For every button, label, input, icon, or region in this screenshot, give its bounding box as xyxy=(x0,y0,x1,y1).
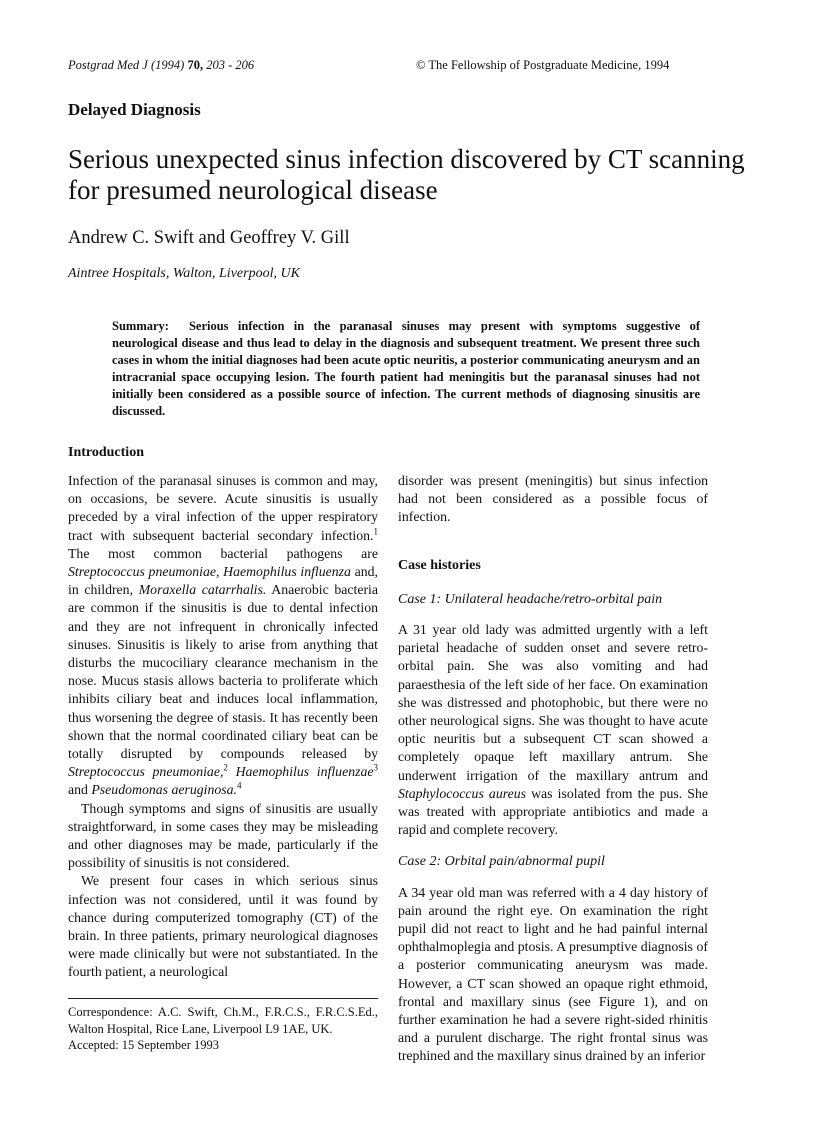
ref-2[interactable]: 2 xyxy=(223,762,228,773)
journal-pages: 203 - 206 xyxy=(206,58,255,72)
running-header-copyright: © The Fellowship of Postgraduate Medicine, 1994 xyxy=(416,58,670,72)
left-column xyxy=(68,445,378,982)
italic-run: Haemophilus influenzae xyxy=(235,764,374,780)
case-1-title: Case 1: Unilateral headache/retro-orbital pain xyxy=(398,591,663,607)
italic-run: Moraxella catarrhalis. xyxy=(138,582,267,598)
summary xyxy=(112,318,700,420)
running-header-citation xyxy=(68,58,254,73)
intro-paragraph-3-continued: disorder was present (meningitis) but sinus infection had not been considered as a possible focus of infection. xyxy=(398,473,708,525)
italic-run: Streptococcus pneumoniae, Haemophilus influenza xyxy=(68,564,351,580)
text-run: A 31 year old lady was admitted urgently with a left parietal headache of sudden onset and severe retro-orbital pain. She was also vomiting and had paraesthesia of the left side of her face. On examination she was distressed and photophobic, but there were no other neurological signs. She was thought to have acute optic neuritis but a subsequent CT scan showed a completely opaque left maxillary antrum. She underwent irrigation of the maxillary antrum and xyxy=(398,622,708,783)
italic-run: Streptococcus pneumoniae, xyxy=(68,764,224,780)
intro-paragraph-2: Though symptoms and signs of sinusitis are usually straightforward, in some cases they may be misleading and other diagnoses may be made, particularly if the possibility of sinusitis is not considered. xyxy=(68,800,378,871)
authors: Andrew C. Swift and Geoffrey V. Gill xyxy=(68,228,350,248)
case-2-text: A 34 year old man was referred with a 4 day history of pain around the right eye. On examination the right pupil did not react to light and he had painful internal ophthalmoplegia and ptosis. A presumptive diagnosis of a posterior communicating aneurysm was made. However, a CT scan showed an opaque right ethmoid, frontal and maxillary sinus (see Figure 1), and on further examination he had a severe right-sided rhinitis and a purulent discharge. The right frontal sinus was trephined and the maxillary sinus drained by an inferior xyxy=(398,884,708,1064)
summary-label: Summary: xyxy=(112,319,169,333)
journal-year: (1994) xyxy=(150,58,185,72)
journal-volume: 70, xyxy=(187,58,204,72)
right-column xyxy=(398,472,708,1066)
text-run: was isolated from the pus. She was treated with appropriate antibiotics and made a rapid and complete recovery. xyxy=(398,785,708,838)
text-run: Anaerobic bacteria are common if the sinusitis is due to dental infection and they are not infrequent in chronically infected sinuses. Sinusitis is likely to arise from anything that disturbs the mucociliary clearance mechanism in the nose. Mucus stasis allows bacteria to proliferate which inhibits ciliary beat and induces local inflammation, thus worsening the degree of stasis. It has recently been shown that the normal coordinated ciliary beat can be totally disrupted by compounds released by xyxy=(68,582,378,762)
journal-name: Postgrad Med J xyxy=(68,58,148,72)
text-run: Infection of the paranasal sinuses is common and may, on occasions, be severe. Acute sinusitis is usually preceded by a viral infection of the upper respiratory tract with subsequent bacterial secondary infection. xyxy=(68,473,378,543)
ref-1[interactable]: 1 xyxy=(373,526,378,537)
text-run xyxy=(228,764,236,779)
footnote-rule xyxy=(68,998,378,999)
intro-paragraph-1 xyxy=(68,472,378,800)
italic-run: Staphylococcus aureus xyxy=(398,785,526,801)
case-1-text xyxy=(398,621,708,839)
section-tag: Delayed Diagnosis xyxy=(68,100,201,119)
italic-run: Pseudomonas aeruginosa. xyxy=(91,782,238,798)
summary-text: Serious infection in the paranasal sinuses may present with symptoms suggestive of neurological disease and thus lead to delay in the diagnosis and subsequent treatment. We present three such cases in whom the initial diagnoses had been acute optic neuritis, a posterior communicating aneurysm and an intracranial space occupying lesion. The fourth patient had meningitis but the paranasal sinuses had not initially been considered as a possible source of infection. The current methods of diagnosing sinusitis are discussed. xyxy=(112,319,700,418)
introduction-heading: Introduction xyxy=(68,445,144,460)
text-run: and xyxy=(68,782,92,798)
article-title: Serious unexpected sinus infection discovered by CT scanning for presumed neurological disease xyxy=(68,144,745,205)
correspondence-footnote xyxy=(68,1004,378,1054)
ref-4[interactable]: 4 xyxy=(237,780,242,791)
correspondence: Correspondence: A.C. Swift, Ch.M., F.R.C.S., F.R.C.S.Ed., Walton Hospital, Rice Lane, Liverpool L9 1AE, UK. xyxy=(68,1005,378,1036)
intro-paragraph-3: We present four cases in which serious sinus infection was not considered, until it was found by chance during computerized tomography (CT) of the brain. In three patients, primary neurological diagnoses were made clinically but were not substantiated. In the fourth patient, a neurological xyxy=(68,873,378,980)
accepted-date: Accepted: 15 September 1993 xyxy=(68,1038,219,1052)
affiliation: Aintree Hospitals, Walton, Liverpool, UK xyxy=(68,266,300,281)
ref-3[interactable]: 3 xyxy=(373,762,378,773)
text-run: and, in children, xyxy=(68,564,378,598)
case-histories-heading: Case histories xyxy=(398,557,481,573)
case-2-title: Case 2: Orbital pain/abnormal pupil xyxy=(398,854,605,870)
text-run: The most common bacterial pathogens are xyxy=(68,545,378,561)
